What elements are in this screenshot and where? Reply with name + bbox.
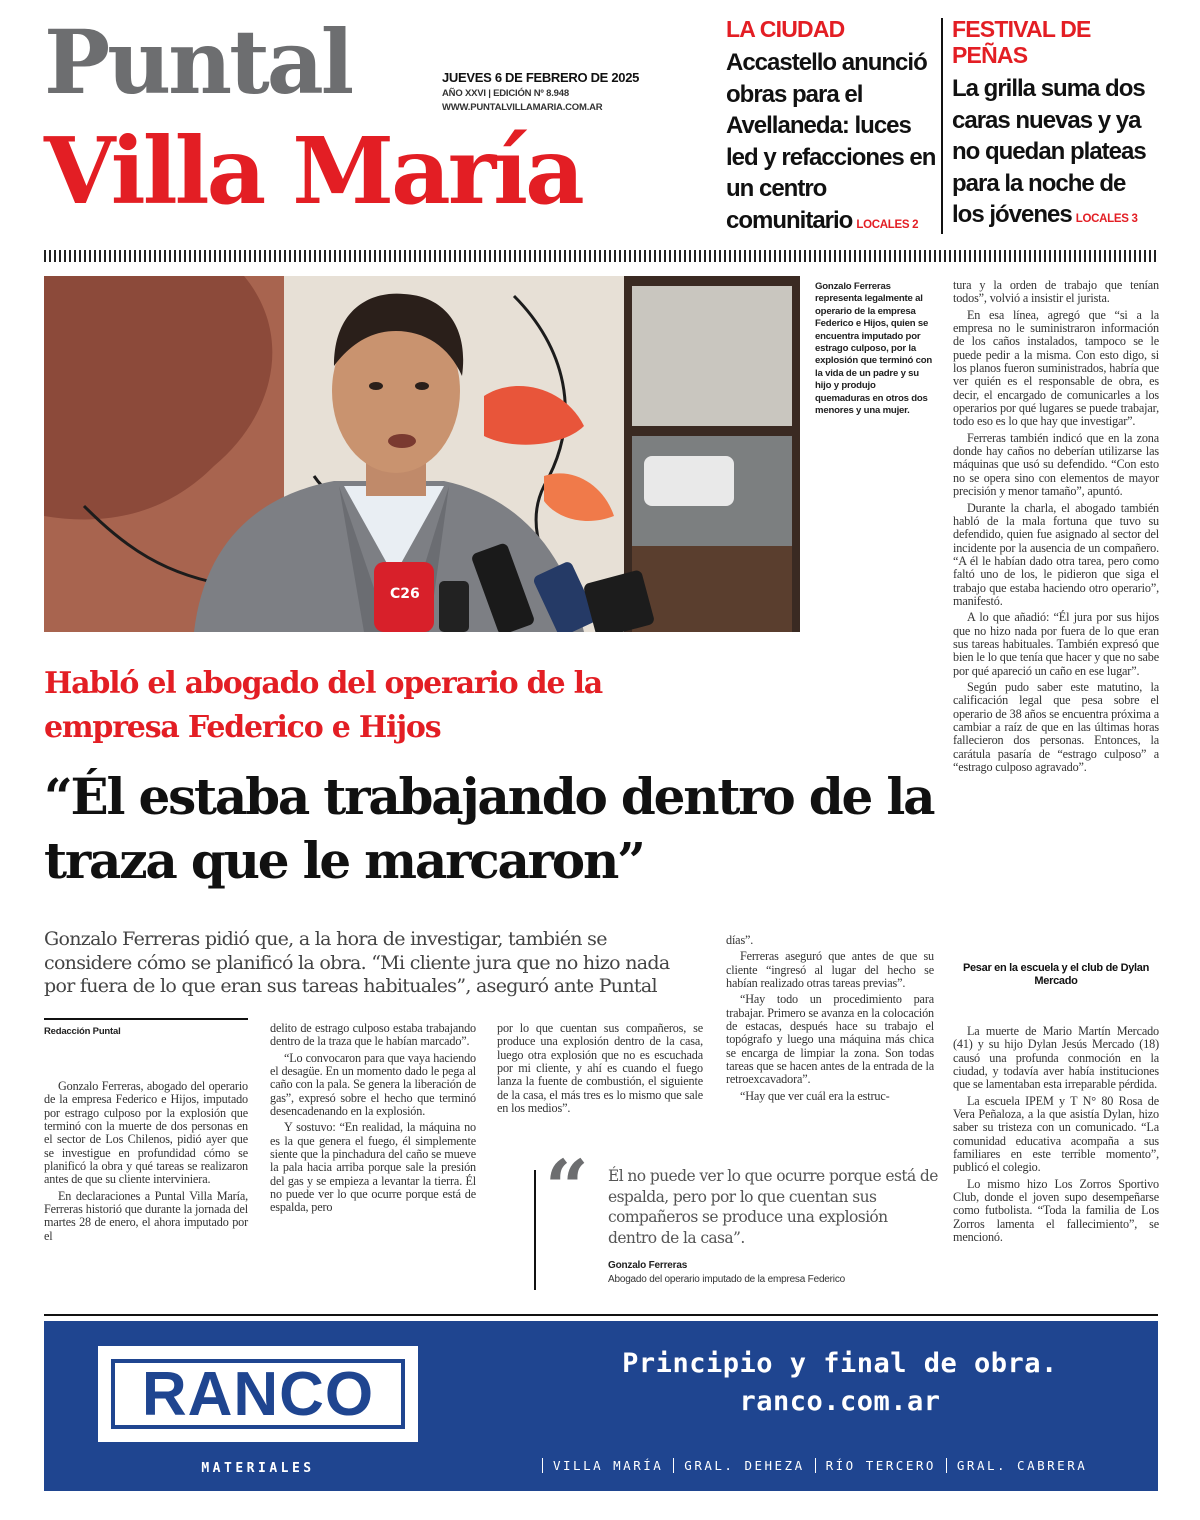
article-paragraph: “Lo convocaron para que vaya haciendo el desagüe. En un momento dado le pega al caño con la pala. Se genera la liberación de gas”, expresó sobre el hecho que terminó desencadenando en la explosión.: [270, 1050, 476, 1119]
lead-photo: [44, 276, 800, 632]
article-paragraph: En esa línea, agregó que “si a la empresa no le suministraron información de los caños instalados, tampoco se le puede pedir a la misma. Con esto digo, si los planos fueron suministrados, habría que ver quién es el responsable de obra, es decir, el encargado de comunicarles a los operarios por qué lugares se puede trabajar, todo eso es lo que hay que investigar”.: [953, 307, 1159, 429]
ad-slogan: [560, 1345, 1120, 1421]
ad-cities: [542, 1458, 1132, 1473]
article-paragraph: Según pudo saber este matutino, la calificación legal que pesa sobre el operario de 38 años se encuentra próxima a cambiar a raíz de que en las últimas horas fallecieron dos personas. Entonces, la carátula pasaría de “estrago culposo” a “estrago culposo agravado”.: [953, 679, 1159, 775]
article-column-5: [953, 279, 1159, 777]
article-headline: “Él estaba trabajando dentro de la traza que le marcaron”: [44, 767, 934, 890]
article-paragraph: La muerte de Mario Martín Mercado (41) y su hijo Dylan Jesús Mercado (18) causó una profunda conmoción en la ciudad, y todavía aver había instituciones que se lamentaban esta irreparable pérdida.: [953, 1024, 1159, 1092]
article-paragraph: Durante la charla, el abogado también habló de la mala fortuna que tuvo su defendido, quien fue asignado al sector del incidente por la ausencia de un compañero. “A él le habían dado otra tarea, pero como faltó uno de los, le pidieron que siga el trabajo que estaba haciendo otro operario”, manifestó.: [953, 500, 1159, 608]
lead-photo-illustration: [44, 276, 800, 632]
article-paragraph: “Hay todo un procedimiento para trabajar. Primero se avanza en la colocación de estacas, después hace su trabajo el topógrafo y luego una máquina más chica se encarga de limpiar la zona. Son todas tareas que se hacen antes de la entrada de la retroexcavadora”.: [726, 992, 934, 1087]
article-paragraph: Lo mismo hizo Los Zorros Sportivo Club, donde el joven supo desempeñarse como futbolista. “Toda la familia de Los Zorros lamenta el fallecimiento”, se mencionó.: [953, 1176, 1159, 1245]
quote-mark-icon: “: [545, 1143, 589, 1232]
ad-city: VILLA MARÍA: [542, 1458, 673, 1473]
ad-city: GRAL. DEHEZA: [673, 1458, 814, 1473]
ranco-logo: [98, 1346, 418, 1442]
ad-website[interactable]: ranco.com.ar: [739, 1386, 941, 1417]
ad-divider: [44, 1314, 1158, 1316]
teaser-page-ref: LOCALES 3: [1075, 213, 1138, 225]
teaser-headline: [952, 73, 1158, 236]
teaser-headline-text: La grilla suma dos caras nuevas y ya no quedan plateas para la noche de los jóvenes: [952, 75, 1146, 228]
issue-date: JUEVES 6 DE FEBRERO DE 2025: [442, 70, 640, 85]
article-paragraph: delito de estrago culposo estaba trabajando dentro de la traza que le habían marcado”.: [270, 1021, 476, 1049]
article-column-3: [497, 1022, 703, 1118]
article-dek: Gonzalo Ferreras pidió que, a la hora de investigar, también se considere cómo se planificó la obra. “Mi cliente jura que no hizo nada por fuera de lo que eran sus tareas habituales”, aseguró ante Puntal: [44, 928, 670, 997]
teaser-divider: [941, 18, 943, 234]
teaser-kicker: FESTIVAL DE PEÑAS: [952, 16, 1091, 68]
ad-city: GRAL. CABRERA: [946, 1458, 1097, 1473]
pull-quote-rule: [534, 1170, 536, 1290]
article-paragraph: En declaraciones a Puntal Villa María, Ferreras historió que durante la jornada del martes 28 de enero, el ahora imputado por el: [44, 1188, 248, 1243]
article-subhead: Pesar en la escuela y el club de Dylan Mercado: [962, 962, 1150, 987]
article-paragraph: tura y la orden de trabajo que tenían todos”, volvió a insistir el jurista.: [953, 278, 1159, 306]
photo-caption: Gonzalo Ferreras representa legalmente al operario de la empresa Federico e Hijos, quien se encuentra imputado por estrago culposo, por la explosión que terminó con la vida de un padre y su hijo y produjo quemaduras en otros dos menores y una mujer.: [815, 281, 933, 417]
article-paragraph: A lo que añadió: “Él jura por sus hijos que no hizo nada por fuera de lo que eran sus tareas habituales. También expresó que bien le lo que tenía que hacer y que no sabe por qué apareció un caño en ese lugar”.: [953, 610, 1159, 678]
article-paragraph: Ferreras aseguró que antes de que su cliente “ingresó al lugar del hecho se habían realizado otras tareas previas”.: [726, 949, 934, 991]
edition-number: AÑO XXVI | EDICIÓN Nº 8.948: [442, 88, 569, 99]
ranco-logo-text: RANCO: [141, 1359, 375, 1429]
article-paragraph: “Hay que ver cuál era la estruc-: [740, 1088, 890, 1103]
teaser-la-ciudad[interactable]: [726, 16, 936, 241]
teaser-kicker: LA CIUDAD: [726, 16, 845, 42]
ad-slogan-line: Principio y final de obra.: [622, 1348, 1058, 1379]
article-column-5b: [953, 1025, 1159, 1248]
article-column-4: [726, 934, 934, 1106]
article-column-2: [270, 1022, 476, 1218]
pull-quote-role: Abogado del operario imputado de la empresa Federico: [608, 1274, 845, 1285]
article-paragraph: La escuela IPEM y T N° 80 Rosa de Vera Peñaloza, a la que asistía Dylan, hizo saber su tristeza con un comunicado. “La comunidad educativa acompaña a sus familiares en este terrible momento”, publicó el colegio.: [953, 1093, 1159, 1175]
article-paragraph: días”.: [726, 933, 754, 947]
article-byline: Redacción Puntal: [44, 1026, 121, 1037]
teaser-headline-text: Accastello anunció obras para el Avellaneda: luces led y refacciones en un centro comunitario: [726, 49, 936, 234]
byline-divider: [44, 1018, 248, 1020]
article-paragraph: Gonzalo Ferreras, abogado del operario de la empresa Federico e Hijos, imputado por estrago culposo por la explosión que terminó con la muerte de dos personas en el sector de Los Chilenos, pidió ayer que se investigue en profundidad cómo se planificó la obra y qué tareas se realizaron antes de que su cliente interviniera.: [44, 1079, 248, 1187]
dateline: [442, 70, 702, 113]
teaser-festival[interactable]: [952, 16, 1158, 236]
pull-quote-text: Él no puede ver lo que ocurre porque está de espalda, pero por lo que cuentan sus compañeros se produce una explosión dentro de la casa”.: [608, 1167, 938, 1247]
article-column-1: [44, 1080, 248, 1246]
brand-title-top: Puntal: [44, 10, 352, 114]
pull-quote-name: Gonzalo Ferreras: [608, 1260, 688, 1271]
ad-city: RÍO TERCERO: [815, 1458, 946, 1473]
website-link[interactable]: WWW.PUNTALVILLAMARIA.COM.AR: [442, 102, 603, 113]
article-paragraph: Ferreras también indicó que en la zona donde hay caños no deberían utilizarse las máquinas que usó su defendido. “Con esto no se opera sino con elementos de mayor precisión y menor tamaño”, apuntó.: [953, 430, 1159, 499]
mic-label: C26: [390, 586, 420, 602]
teaser-page-ref: LOCALES 2: [856, 218, 919, 231]
article-overline: Habló el abogado del operario de la empresa Federico e Hijos: [44, 666, 603, 745]
ranco-logo-frame: [111, 1359, 405, 1429]
article-paragraph: Y sostuvo: “En realidad, la máquina no es la que genera el fuego, él simplemente siente que la pinchadura del caño se mueve la pala hacia arriba porque sale la presión del gas y se empieza a levantar la tierra. Él no puede ver lo que ocurre porque está de espalda, pero: [270, 1120, 476, 1215]
teaser-headline: [726, 47, 936, 241]
brand-title-bottom: Villa María: [44, 117, 582, 225]
ranco-logo-sub: MATERIALES: [201, 1461, 315, 1476]
masthead-divider: [44, 250, 1158, 262]
article-paragraph: por lo que cuentan sus compañeros, se produce una explosión dentro de la casa, luego otra explosión que no es escuchada por mi cliente, y ahí es cuando el fuego lanza la fuente de combustión, el siguiente de la casa, el más tres es lo mismo que sale en los medios”.: [497, 1021, 703, 1116]
